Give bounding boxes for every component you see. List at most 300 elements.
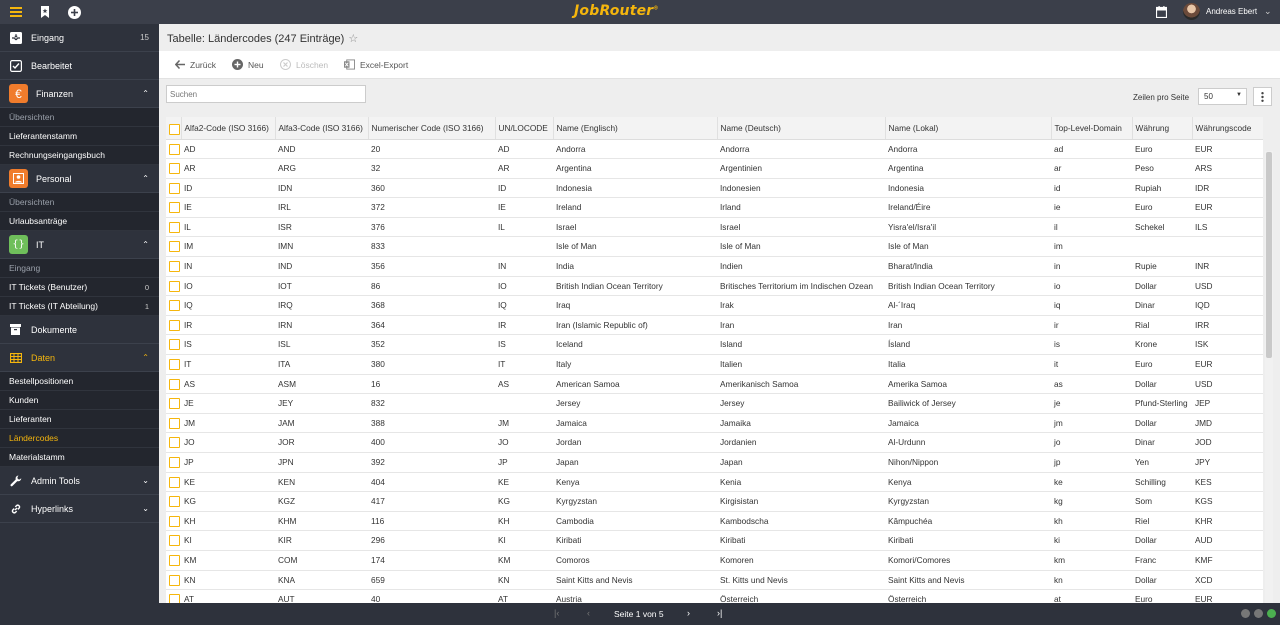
sidebar-item-label: Personal <box>36 173 72 184</box>
table-cell: Argentina <box>885 159 1051 179</box>
table-row[interactable] <box>166 413 1263 433</box>
row-select-cell[interactable] <box>166 433 181 453</box>
sidebar-item-uebersichten[interactable]: Übersichten <box>0 108 159 127</box>
table-cell: Bailiwick of Jersey <box>885 394 1051 414</box>
row-checkbox[interactable] <box>169 222 180 233</box>
row-checkbox[interactable] <box>169 398 180 409</box>
sidebar-item-dokumente[interactable] <box>0 316 159 344</box>
table-icon <box>9 351 22 364</box>
table-cell: ie <box>1051 198 1132 218</box>
last-page-icon[interactable]: ›| <box>717 608 723 618</box>
table-cell: 372 <box>368 198 495 218</box>
table-cell: Jordan <box>553 433 717 453</box>
sidebar-item-urlaubsantraege[interactable]: Urlaubsanträge <box>0 212 159 231</box>
table-cell <box>495 237 553 257</box>
row-select-cell[interactable] <box>166 550 181 570</box>
row-checkbox[interactable] <box>169 241 180 252</box>
table-row[interactable] <box>166 257 1263 277</box>
rows-per-page-select[interactable]: 50 ▼ <box>1198 88 1247 105</box>
row-select-cell[interactable] <box>166 257 181 277</box>
arrow-left-icon <box>174 59 185 70</box>
table-row[interactable] <box>166 276 1263 296</box>
table-cell: Irak <box>717 296 885 316</box>
table-cell: AS <box>495 374 553 394</box>
excel-icon <box>344 59 355 70</box>
table-row[interactable] <box>166 550 1263 570</box>
person-icon <box>9 169 28 188</box>
table-cell: Britisches Territorium im Indischen Ozean <box>717 276 885 296</box>
user-name[interactable]: Andreas Ebert <box>1206 7 1258 16</box>
row-checkbox[interactable] <box>169 457 180 468</box>
table-row[interactable] <box>166 433 1263 453</box>
table-cell: EUR <box>1192 355 1263 375</box>
table-cell: IL <box>181 217 275 237</box>
table-cell: Indonesia <box>885 178 1051 198</box>
row-checkbox[interactable] <box>169 359 180 370</box>
table-row[interactable] <box>166 315 1263 335</box>
sidebar-item-label: Bearbeitet <box>31 60 73 71</box>
column-header[interactable]: Name (Englisch) <box>553 117 717 139</box>
sidebar-submenu-personal <box>0 193 159 231</box>
table-cell: IS <box>495 335 553 355</box>
table-row[interactable] <box>166 374 1263 394</box>
row-select-cell[interactable] <box>166 472 181 492</box>
checkbox-icon <box>9 59 22 72</box>
table-cell: Andorra <box>885 139 1051 159</box>
table-cell: ad <box>1051 139 1132 159</box>
table-cell: Al-Urdunn <box>885 433 1051 453</box>
table-cell: Kenia <box>717 472 885 492</box>
table-cell: INR <box>1192 257 1263 277</box>
table-cell: Jamaica <box>553 413 717 433</box>
sidebar-item-personal[interactable] <box>0 165 159 193</box>
table-cell: COM <box>275 550 368 570</box>
table-cell: Yisra'el/Isra'il <box>885 217 1051 237</box>
table-cell: JEY <box>275 394 368 414</box>
next-page-icon[interactable]: › <box>687 608 690 618</box>
table-scrollbar[interactable] <box>1265 151 1273 603</box>
sidebar-item-label: Eingang <box>31 32 65 43</box>
table-cell: IE <box>495 198 553 218</box>
row-select-cell[interactable] <box>166 453 181 473</box>
app-logo: JobRouter® <box>574 3 659 19</box>
table-cell: Ísland <box>885 335 1051 355</box>
sidebar-item-hyperlinks[interactable] <box>0 495 159 523</box>
row-checkbox[interactable] <box>169 477 180 488</box>
table-cell: Dinar <box>1132 296 1192 316</box>
table-cell: Isle of Man <box>553 237 717 257</box>
table-cell: USD <box>1192 374 1263 394</box>
table-cell: 388 <box>368 413 495 433</box>
table-cell: Pfund-Sterling <box>1132 394 1192 414</box>
table-cell: St. Kitts und Nevis <box>717 570 885 590</box>
table-cell: AR <box>495 159 553 179</box>
row-select-cell[interactable] <box>166 159 181 179</box>
table-cell: Island <box>717 335 885 355</box>
row-select-cell[interactable] <box>166 335 181 355</box>
status-dot <box>1241 609 1250 618</box>
table-cell: Dollar <box>1132 413 1192 433</box>
column-header[interactable]: Alfa3-Code (ISO 3166) <box>275 117 368 139</box>
sidebar-item-it-tickets-benutzer[interactable]: IT Tickets (Benutzer) 0 <box>0 278 159 297</box>
sidebar-item-bestellpositionen[interactable]: Bestellpositionen <box>0 372 159 391</box>
table-cell: IQD <box>1192 296 1263 316</box>
sidebar-item-it-eingang[interactable]: Eingang <box>0 259 159 278</box>
chevron-down-icon: ⌄ <box>142 504 149 513</box>
row-checkbox[interactable] <box>169 320 180 331</box>
table-cell: 417 <box>368 492 495 512</box>
row-checkbox[interactable] <box>169 339 180 350</box>
count-badge: 1 <box>144 302 149 311</box>
table-cell: 360 <box>368 178 495 198</box>
new-button[interactable]: Neu <box>232 59 264 70</box>
scrollbar-thumb[interactable] <box>1266 152 1272 358</box>
table-cell: 16 <box>368 374 495 394</box>
calendar-icon[interactable] <box>1153 4 1169 20</box>
table-cell: Comoros <box>553 550 717 570</box>
table-row[interactable] <box>166 531 1263 551</box>
table-cell: IRR <box>1192 315 1263 335</box>
table-cell: Rupie <box>1132 257 1192 277</box>
row-select-cell[interactable] <box>166 178 181 198</box>
table-cell: Kyrgyzstan <box>553 492 717 512</box>
table-cell: ARG <box>275 159 368 179</box>
sidebar-item-it[interactable] <box>0 231 159 259</box>
row-select-cell[interactable] <box>166 139 181 159</box>
table-cell: Japan <box>553 453 717 473</box>
table-cell: Jersey <box>717 394 885 414</box>
table-cell: jm <box>1051 413 1132 433</box>
table-cell: Kenya <box>885 472 1051 492</box>
table-cell: at <box>1051 590 1132 603</box>
column-header[interactable]: Numerischer Code (ISO 3166) <box>368 117 495 139</box>
table-cell: Krone <box>1132 335 1192 355</box>
column-header[interactable]: Währung <box>1132 117 1192 139</box>
table-cell: Kâmpuchéa <box>885 511 1051 531</box>
table-cell: JEP <box>1192 394 1263 414</box>
data-table <box>166 117 1263 603</box>
row-checkbox[interactable] <box>169 555 180 566</box>
table-cell: Kiribati <box>717 531 885 551</box>
table-cell: ISL <box>275 335 368 355</box>
inbox-count: 15 <box>140 33 149 42</box>
table-cell: Amerikanisch Samoa <box>717 374 885 394</box>
table-cell: Riel <box>1132 511 1192 531</box>
table-cell: ASM <box>275 374 368 394</box>
row-select-cell[interactable] <box>166 590 181 603</box>
row-select-cell[interactable] <box>166 394 181 414</box>
search-input[interactable] <box>166 85 366 103</box>
table-cell: Franc <box>1132 550 1192 570</box>
column-header[interactable]: UN/LOCODE <box>495 117 553 139</box>
bookmark-icon[interactable] <box>37 4 53 20</box>
chevron-up-icon: ⌃ <box>142 89 149 98</box>
table-row[interactable] <box>166 198 1263 218</box>
table-cell: Österreich <box>717 590 885 603</box>
table-cell: ID <box>495 178 553 198</box>
table-cell: EUR <box>1192 590 1263 603</box>
table-cell: IT <box>495 355 553 375</box>
sidebar-item-label: IT <box>36 239 44 250</box>
sidebar-item-lieferanten[interactable]: Lieferanten <box>0 410 159 429</box>
table-cell: kn <box>1051 570 1132 590</box>
table-row[interactable] <box>166 511 1263 531</box>
row-checkbox[interactable] <box>169 575 180 586</box>
table-cell: Dinar <box>1132 433 1192 453</box>
row-select-cell[interactable] <box>166 531 181 551</box>
select-all-cell[interactable] <box>166 117 181 139</box>
table-cell: Som <box>1132 492 1192 512</box>
table-cell: IDR <box>1192 178 1263 198</box>
table-row[interactable] <box>166 570 1263 590</box>
top-bar <box>0 0 1280 24</box>
table-cell: kh <box>1051 511 1132 531</box>
sidebar-item-finanzen[interactable] <box>0 80 159 108</box>
table-cell: JOD <box>1192 433 1263 453</box>
table-cell: Indien <box>717 257 885 277</box>
table-cell: IL <box>495 217 553 237</box>
rows-per-page-label: Zeilen pro Seite <box>1133 93 1190 102</box>
row-select-cell[interactable] <box>166 296 181 316</box>
sidebar-submenu-finanzen <box>0 108 159 165</box>
table-cell: JE <box>181 394 275 414</box>
table-row[interactable] <box>166 217 1263 237</box>
row-select-cell[interactable] <box>166 413 181 433</box>
table-cell: KN <box>181 570 275 590</box>
sidebar-item-label: Daten <box>31 352 56 363</box>
table-cell: JPN <box>275 453 368 473</box>
excel-export-button[interactable]: Excel-Export <box>344 59 408 70</box>
plus-circle-icon <box>232 59 243 70</box>
table-cell: 368 <box>368 296 495 316</box>
table-row[interactable] <box>166 178 1263 198</box>
first-page-icon[interactable]: |‹ <box>554 608 560 618</box>
table-cell: Indonesia <box>553 178 717 198</box>
table-cell: Israel <box>717 217 885 237</box>
table-cell: Euro <box>1132 139 1192 159</box>
row-checkbox[interactable] <box>169 202 180 213</box>
table-cell: American Samoa <box>553 374 717 394</box>
link-icon <box>9 502 22 515</box>
table-cell: ISR <box>275 217 368 237</box>
sidebar-item-label: Hyperlinks <box>31 503 74 514</box>
table-cell: IRQ <box>275 296 368 316</box>
menu-icon[interactable] <box>8 4 24 20</box>
table-cell: Argentina <box>553 159 717 179</box>
sidebar-item-materialstamm[interactable]: Materialstamm <box>0 448 159 467</box>
avatar[interactable] <box>1183 3 1200 20</box>
table-row[interactable] <box>166 590 1263 603</box>
main-content <box>159 24 1280 625</box>
status-dot <box>1267 609 1276 618</box>
row-select-cell[interactable] <box>166 315 181 335</box>
table-cell: is <box>1051 335 1132 355</box>
table-row[interactable] <box>166 237 1263 257</box>
table-cell: in <box>1051 257 1132 277</box>
table-cell: AT <box>181 590 275 603</box>
back-button[interactable]: Zurück <box>174 59 216 70</box>
table-cell: 392 <box>368 453 495 473</box>
row-checkbox[interactable] <box>169 261 180 272</box>
table-cell: IM <box>181 237 275 257</box>
table-cell: KNA <box>275 570 368 590</box>
row-checkbox[interactable] <box>169 535 180 546</box>
table-cell: IMN <box>275 237 368 257</box>
table-cell: AD <box>181 139 275 159</box>
row-select-cell[interactable] <box>166 492 181 512</box>
table-row[interactable] <box>166 296 1263 316</box>
row-checkbox[interactable] <box>169 496 180 507</box>
sidebar-submenu-it <box>0 259 159 316</box>
row-select-cell[interactable] <box>166 374 181 394</box>
column-header[interactable]: Name (Deutsch) <box>717 117 885 139</box>
sidebar-item-lieferantenstamm[interactable]: Lieferantenstamm <box>0 127 159 146</box>
table-cell: 174 <box>368 550 495 570</box>
row-checkbox[interactable] <box>169 163 180 174</box>
row-checkbox[interactable] <box>169 281 180 292</box>
row-checkbox[interactable] <box>169 144 180 155</box>
table-row[interactable] <box>166 472 1263 492</box>
table-cell: Iran <box>885 315 1051 335</box>
row-checkbox[interactable] <box>169 418 180 429</box>
table-row[interactable] <box>166 139 1263 159</box>
table-cell: ki <box>1051 531 1132 551</box>
table-cell: JAM <box>275 413 368 433</box>
table-row[interactable] <box>166 159 1263 179</box>
table-cell: 376 <box>368 217 495 237</box>
table-cell: Nihon/Nippon <box>885 453 1051 473</box>
table-cell <box>1132 237 1192 257</box>
sidebar-item-admin-tools[interactable] <box>0 467 159 495</box>
table-cell: Ireland/Éire <box>885 198 1051 218</box>
table-cell: IT <box>181 355 275 375</box>
archive-icon <box>9 323 22 336</box>
column-header[interactable]: Name (Lokal) <box>885 117 1051 139</box>
row-select-cell[interactable] <box>166 570 181 590</box>
table-cell: Kenya <box>553 472 717 492</box>
row-select-cell[interactable] <box>166 276 181 296</box>
table-cell: km <box>1051 550 1132 570</box>
table-cell: kg <box>1051 492 1132 512</box>
table-cell: EUR <box>1192 139 1263 159</box>
table-cell: IR <box>495 315 553 335</box>
table-cell: Italien <box>717 355 885 375</box>
euro-icon: € <box>9 84 28 103</box>
table-cell: 356 <box>368 257 495 277</box>
chevron-down-icon: ⌄ <box>142 476 149 485</box>
table-cell: 380 <box>368 355 495 375</box>
row-checkbox[interactable] <box>169 379 180 390</box>
row-checkbox[interactable] <box>169 437 180 448</box>
column-header[interactable]: Alfa2-Code (ISO 3166) <box>181 117 275 139</box>
prev-page-icon[interactable]: ‹ <box>587 608 590 618</box>
row-select-cell[interactable] <box>166 217 181 237</box>
row-checkbox[interactable] <box>169 594 180 603</box>
table-row[interactable] <box>166 492 1263 512</box>
table-cell: KM <box>181 550 275 570</box>
table-cell: Schilling <box>1132 472 1192 492</box>
table-cell: IN <box>181 257 275 277</box>
table-cell: KES <box>1192 472 1263 492</box>
table-cell: IOT <box>275 276 368 296</box>
page-title: Tabelle: Ländercodes (247 Einträge) ☆ <box>167 33 359 45</box>
row-checkbox[interactable] <box>169 516 180 527</box>
table-row[interactable] <box>166 335 1263 355</box>
table-cell: KE <box>495 472 553 492</box>
table-cell: Rial <box>1132 315 1192 335</box>
chevron-down-icon[interactable]: ⌄ <box>1264 6 1272 16</box>
sidebar-item-uebersichten[interactable]: Übersichten <box>0 193 159 212</box>
sidebar-item-rechnungseingangsbuch[interactable]: Rechnungseingangsbuch <box>0 146 159 165</box>
table-cell: 832 <box>368 394 495 414</box>
table-cell: JM <box>181 413 275 433</box>
column-header[interactable]: Währungscode <box>1192 117 1263 139</box>
table-cell: Schekel <box>1132 217 1192 237</box>
row-select-cell[interactable] <box>166 237 181 257</box>
table-cell: Irland <box>717 198 885 218</box>
table-cell: Iceland <box>553 335 717 355</box>
table-cell: Kirgisistan <box>717 492 885 512</box>
table-cell: Jamaica <box>885 413 1051 433</box>
table-cell: AND <box>275 139 368 159</box>
select-all-checkbox[interactable] <box>169 124 180 135</box>
sidebar-item-bearbeitet[interactable] <box>0 52 159 80</box>
table-cell: ARS <box>1192 159 1263 179</box>
table-cell: JOR <box>275 433 368 453</box>
table-row[interactable] <box>166 394 1263 414</box>
more-options-icon[interactable] <box>1253 87 1272 106</box>
table-cell: Euro <box>1132 355 1192 375</box>
table-cell: IR <box>181 315 275 335</box>
pagination-bar <box>159 603 1280 625</box>
sidebar-item-daten[interactable] <box>0 344 159 372</box>
sidebar-item-laendercodes[interactable]: Ländercodes <box>0 429 159 448</box>
sidebar-item-kunden[interactable]: Kunden <box>0 391 159 410</box>
table-cell: 32 <box>368 159 495 179</box>
table-cell: Dollar <box>1132 374 1192 394</box>
row-select-cell[interactable] <box>166 355 181 375</box>
table-cell: 404 <box>368 472 495 492</box>
row-select-cell[interactable] <box>166 511 181 531</box>
table-cell: ID <box>181 178 275 198</box>
table-cell: JO <box>181 433 275 453</box>
row-checkbox[interactable] <box>169 183 180 194</box>
table-cell: as <box>1051 374 1132 394</box>
table-cell: Euro <box>1132 590 1192 603</box>
row-checkbox[interactable] <box>169 300 180 311</box>
table-cell: KH <box>181 511 275 531</box>
table-cell: Yen <box>1132 453 1192 473</box>
star-icon[interactable]: ☆ <box>348 33 359 45</box>
delete-button[interactable]: Löschen <box>280 59 328 70</box>
row-select-cell[interactable] <box>166 198 181 218</box>
column-header[interactable]: Top-Level-Domain <box>1051 117 1132 139</box>
table-cell: Dollar <box>1132 570 1192 590</box>
table-cell: io <box>1051 276 1132 296</box>
table-cell <box>1192 237 1263 257</box>
table-row[interactable] <box>166 355 1263 375</box>
table-cell: India <box>553 257 717 277</box>
sidebar-item-eingang[interactable] <box>0 24 159 52</box>
sidebar-item-it-tickets-abteilung[interactable]: IT Tickets (IT Abteilung) 1 <box>0 297 159 316</box>
table-cell: IO <box>181 276 275 296</box>
plus-circle-icon[interactable] <box>66 4 82 20</box>
table-row[interactable] <box>166 453 1263 473</box>
table-cell: ITA <box>275 355 368 375</box>
table-cell: JM <box>495 413 553 433</box>
table-cell: AUT <box>275 590 368 603</box>
table-cell: Jersey <box>553 394 717 414</box>
